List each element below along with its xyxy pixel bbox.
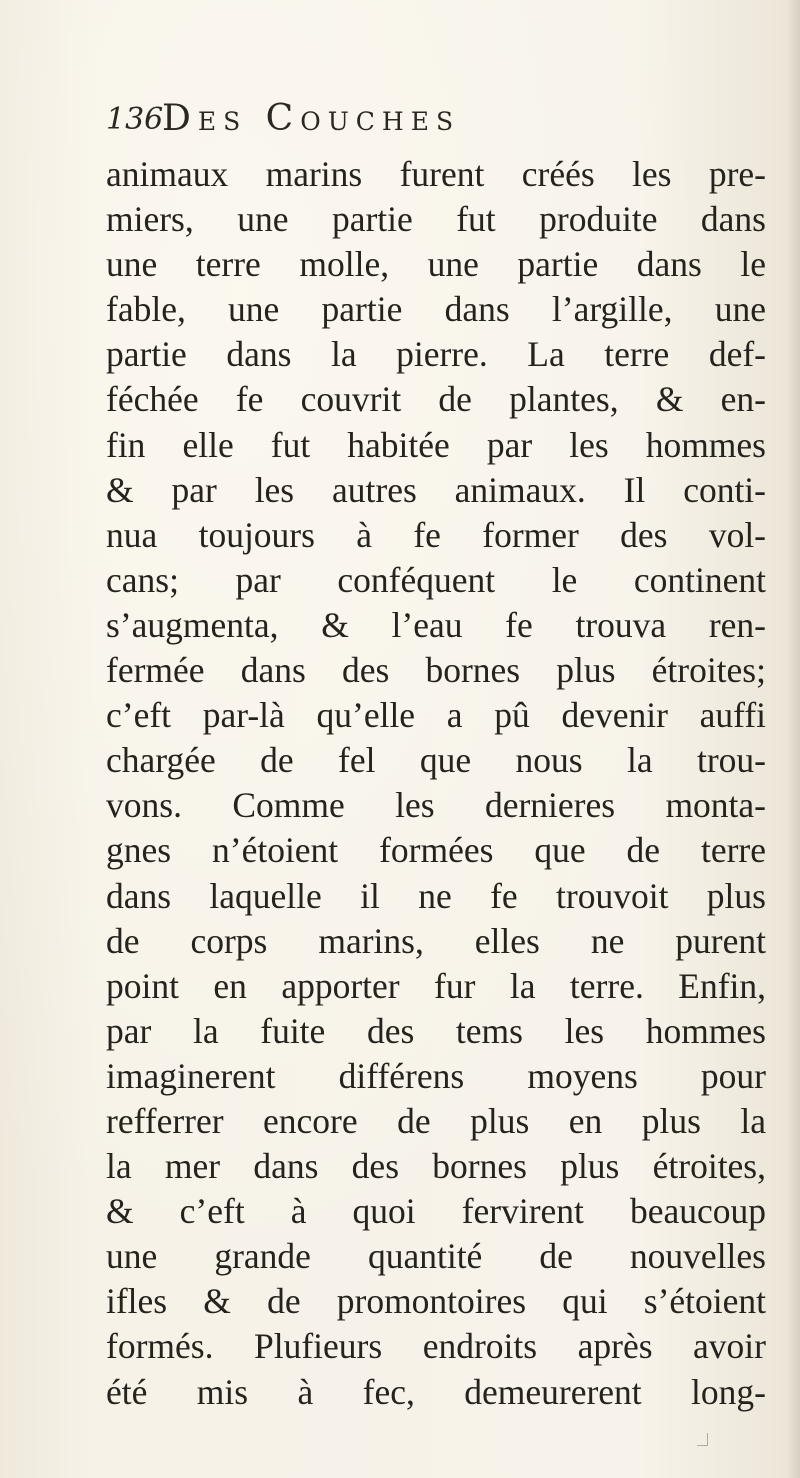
page-number: 136 (106, 102, 164, 137)
text-line: refferrer encore de plus en plus la (106, 1100, 766, 1141)
text-line: point en apporter fur la terre. Enfin, (106, 965, 766, 1006)
text-line: gnes n’étoient formées que de terre (106, 830, 766, 871)
text-line: féchée fe couvrit de plantes, & en- (106, 379, 766, 420)
text-line: par la fuite des tems les hommes (106, 1010, 766, 1051)
text-line: la mer dans des bornes plus étroites, (106, 1146, 766, 1187)
text-line: cans; par conféquent le continent (106, 559, 766, 600)
page-edge-shadow (786, 0, 800, 1478)
text-line: fable, une partie dans l’argille, une (106, 289, 766, 330)
text-line: été mis à fec, demeurerent long- (106, 1371, 766, 1412)
running-head: Des Couches (162, 98, 461, 139)
text-line: & c’eft à quoi fervirent beaucoup (106, 1191, 766, 1232)
text-line: de corps marins, elles ne purent (106, 920, 766, 961)
text-line: une grande quantité de nouvelles (106, 1236, 766, 1277)
text-line: imaginerent différens moyens pour (106, 1055, 766, 1096)
text-line: nua toujours à fe former des vol- (106, 514, 766, 555)
text-line: miers, une partie fut produite dans (106, 199, 766, 240)
text-line: chargée de fel que nous la trou- (106, 740, 766, 781)
text-line: dans laquelle il ne fe trouvoit plus (106, 875, 766, 916)
text-line: animaux marins furent créés les pre- (106, 154, 766, 194)
text-line: fin elle fut habitée par les hommes (106, 424, 766, 465)
text-line: vons. Comme les dernieres monta- (106, 785, 766, 826)
text-line: partie dans la pierre. La terre def- (106, 334, 766, 375)
printer-mark (697, 1433, 708, 1446)
text-line: formés. Plufieurs endroits après avoir (106, 1326, 766, 1367)
text-line: une terre molle, une partie dans le (106, 244, 766, 285)
body-text (106, 152, 766, 1415)
text-line: ifles & de promontoires qui s’étoient (106, 1281, 766, 1322)
page-header (106, 98, 666, 148)
text-line: s’augmenta, & l’eau fe trouva ren- (106, 604, 766, 645)
text-line: & par les autres animaux. Il conti- (106, 469, 766, 510)
text-line: fermée dans des bornes plus étroites; (106, 650, 766, 691)
text-line: c’eft par-là qu’elle a pû devenir auffi (106, 695, 766, 736)
